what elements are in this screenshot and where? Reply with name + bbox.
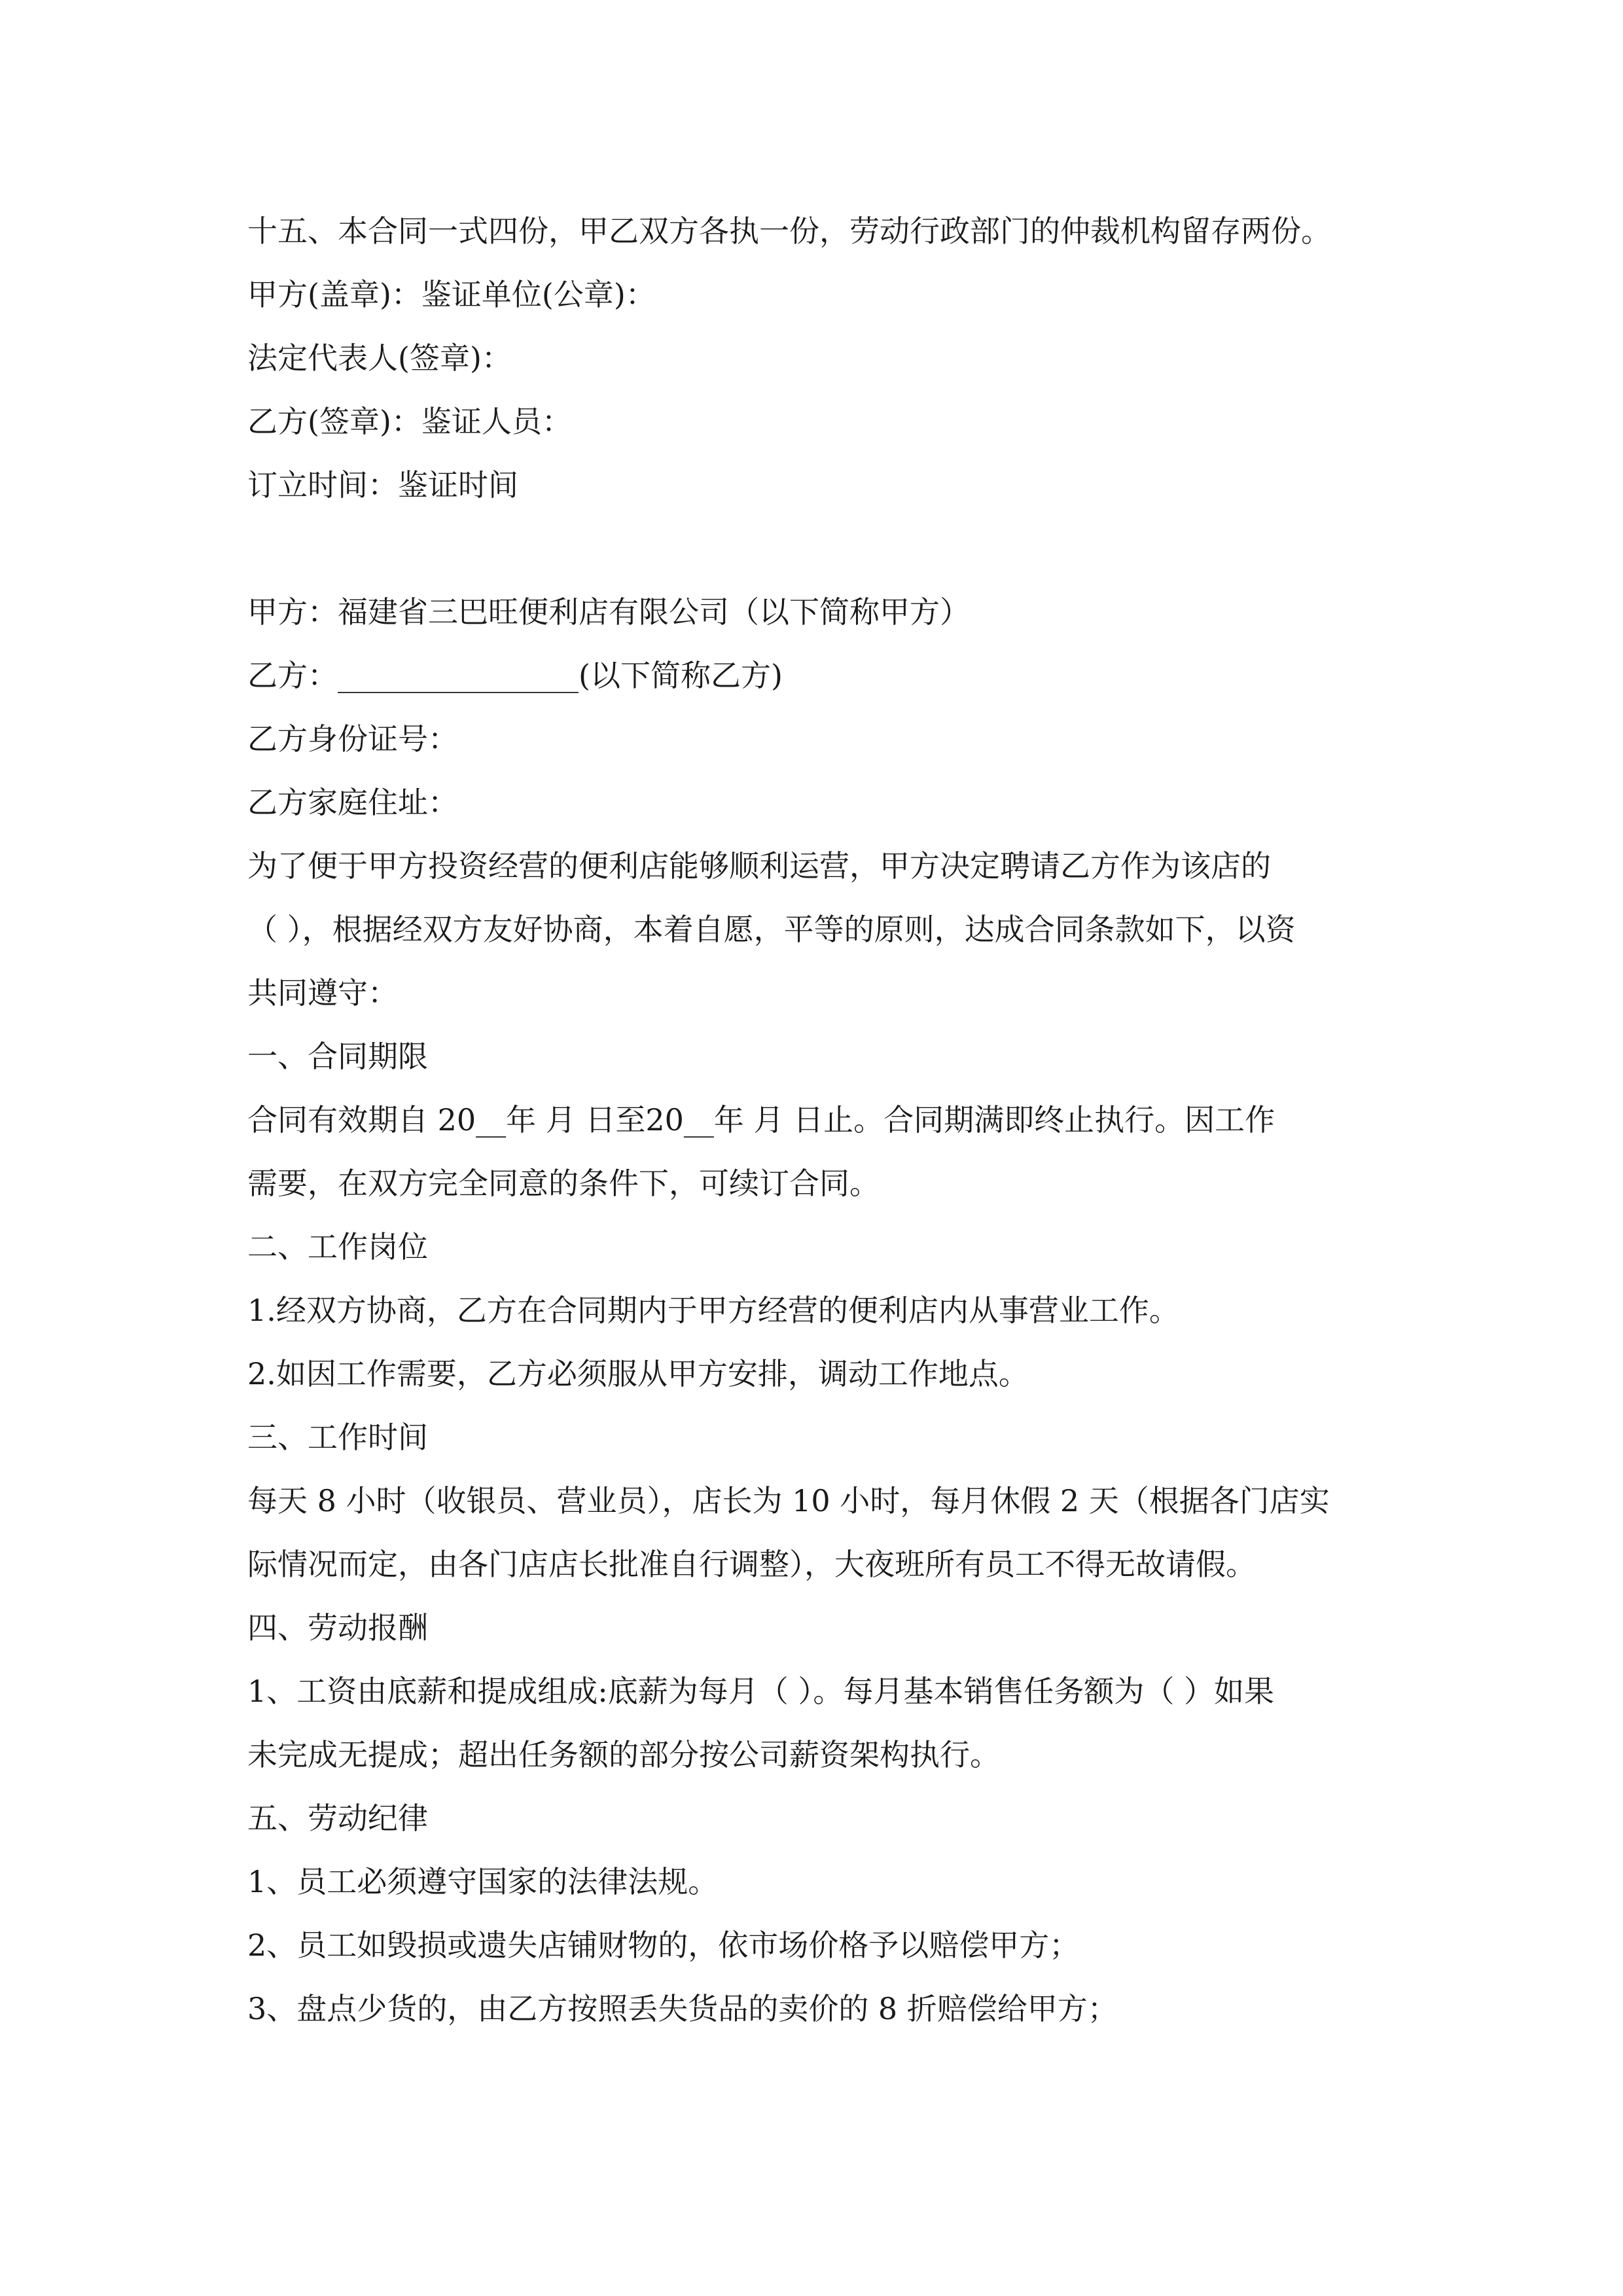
working-hours-line-1: 每天 8 小时（收银员、营业员），店长为 10 小时，每月休假 2 天（根据各门店实 — [247, 1483, 1330, 1518]
document-body — [247, 200, 1452, 2041]
heading-contract-term: 一、合同期限 — [247, 1039, 428, 1074]
party-a-name: 甲方：福建省三巴旺便利店有限公司（以下简称甲方） — [247, 594, 970, 630]
working-hours-line-2: 际情况而定，由各门店店长批准自行调整），大夜班所有员工不得无故请假。 — [247, 1547, 1256, 1582]
discipline-item-1: 1、员工必须遵守国家的法律法规。 — [247, 1864, 719, 1899]
heading-job-position: 二、工作岗位 — [247, 1229, 428, 1265]
signing-date-line: 订立时间：鉴证时间 — [247, 467, 518, 503]
party-b-address: 乙方家庭住址： — [247, 785, 458, 820]
job-position-item-2: 2.如因工作需要，乙方必须服从甲方安排，调动工作地点。 — [247, 1356, 1029, 1391]
heading-labor-discipline: 五、劳动纪律 — [247, 1801, 428, 1836]
party-a-seal-line: 甲方(盖章)：鉴证单位(公章)： — [247, 277, 656, 312]
preamble-line-1: 为了便于甲方投资经营的便利店能够顺利运营，甲方决定聘请乙方作为该店的 — [247, 848, 1271, 884]
legal-representative-line: 法定代表人(签章)： — [247, 340, 512, 376]
contract-term-line-2: 需要，在双方完全同意的条件下，可续订合同。 — [247, 1166, 880, 1201]
party-b-name: 乙方：________________(以下简称乙方) — [247, 658, 783, 693]
discipline-item-3: 3、盘点少货的，由乙方按照丢失货品的卖价的 8 折赔偿给甲方； — [247, 1991, 1118, 2026]
preamble-line-3: 共同遵守： — [247, 975, 398, 1011]
clause-15-copies: 十五、本合同一式四份，甲乙双方各执一份，劳动行政部门的仲裁机构留存两份。 — [247, 213, 1331, 249]
remuneration-line-1: 1、工资由底薪和提成组成:底薪为每月（ ）。每月基本销售任务额为（ ）如果 — [247, 1674, 1275, 1709]
party-b-signature-line: 乙方(签章)：鉴证人员： — [247, 404, 572, 439]
heading-remuneration: 四、劳动报酬 — [247, 1610, 428, 1645]
preamble-line-2: （ ），根据经双方友好协商，本着自愿，平等的原则，达成合同条款如下，以资 — [247, 912, 1296, 947]
heading-working-hours: 三、工作时间 — [247, 1420, 428, 1455]
remuneration-line-2: 未完成无提成；超出任务额的部分按公司薪资架构执行。 — [247, 1737, 1000, 1772]
job-position-item-1: 1.经双方协商，乙方在合同期内于甲方经营的便利店内从事营业工作。 — [247, 1293, 1179, 1328]
discipline-item-2: 2、员工如毁损或遗失店铺财物的，依市场价格予以赔偿甲方； — [247, 1928, 1080, 1963]
section-gap — [247, 517, 1452, 581]
contract-term-line-1: 合同有效期自 20__年 月 日至20__年 月 日止。合同期满即终止执行。因工作 — [247, 1102, 1275, 1138]
party-b-id-number: 乙方身份证号： — [247, 721, 458, 757]
